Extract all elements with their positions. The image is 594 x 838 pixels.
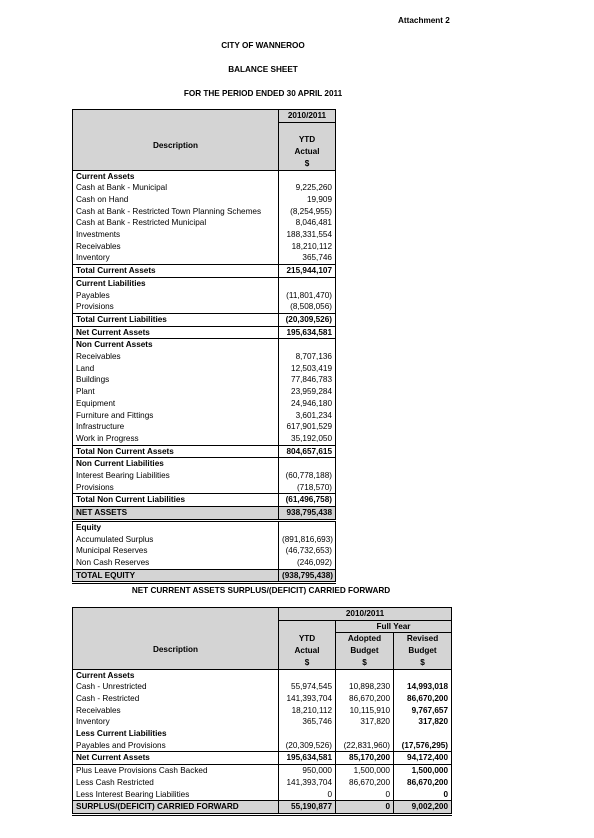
- row-label-non-current-liabilities: Non Current Liabilities: [73, 458, 279, 470]
- row-value-non-cash-reserves: (246,092): [279, 557, 336, 569]
- row-value-cash-at-bank-restricted-municipal: 8,046,481: [279, 217, 336, 229]
- row-value-non-current-assets: [279, 339, 336, 351]
- cell-adopted-budget-plus-leave-provisions-cash-backed: 1,500,000: [336, 765, 394, 777]
- dollar-header-2b: $: [336, 657, 394, 669]
- table-row: [73, 290, 336, 302]
- table-row: [73, 182, 336, 194]
- cell-revised-budget-cash-restricted: 86,670,200: [394, 693, 452, 705]
- cell-adopted-budget-payables-and-provisions: (22,831,960): [336, 740, 394, 752]
- period-title: FOR THE PERIOD ENDED 30 APRIL 2011: [183, 89, 343, 98]
- table-row: [73, 545, 336, 557]
- table-row: [73, 277, 336, 289]
- row-value-work-in-progress: 35,192,050: [279, 433, 336, 445]
- row-value-furniture-and-fittings: 3,601,234: [279, 410, 336, 422]
- row-label-total-non-current-liabilities: Total Non Current Liabilities: [73, 494, 279, 507]
- cell-ytd-actual-less-cash-restricted: 141,393,704: [279, 777, 336, 789]
- row-value-non-current-liabilities: [279, 458, 336, 470]
- table-row: [73, 681, 452, 693]
- cell-revised-budget-payables-and-provisions: (17,576,295): [394, 740, 452, 752]
- ytd-header-2: YTD: [279, 633, 336, 645]
- cell-revised-budget-receivables: 9,767,657: [394, 705, 452, 717]
- table-row: [73, 170, 336, 182]
- row-label-provisions: Provisions: [73, 301, 279, 313]
- row-label-current-liabilities: Current Liabilities: [73, 277, 279, 289]
- row-label-total-non-current-assets: Total Non Current Assets: [73, 445, 279, 458]
- table-row: [73, 777, 452, 789]
- ytd-header: YTD: [279, 134, 336, 146]
- table-row: [73, 301, 336, 313]
- table-row: [73, 557, 336, 569]
- row-value-total-non-current-liabilities: (61,496,758): [279, 494, 336, 507]
- table-row: [73, 569, 336, 583]
- cell-revised-budget-cash-unrestricted: 14,993,018: [394, 681, 452, 693]
- row-label-cash-at-bank-restricted-municipal: Cash at Bank - Restricted Municipal: [73, 217, 279, 229]
- cell-ytd-actual-cash-restricted: 141,393,704: [279, 693, 336, 705]
- row-label-land: Land: [73, 363, 279, 375]
- row-value-provisions: (718,570): [279, 482, 336, 494]
- cell-ytd-actual-plus-leave-provisions-cash-backed: 950,000: [279, 765, 336, 777]
- row-label-cash-on-hand: Cash on Hand: [73, 194, 279, 206]
- row-value-infrastructure: 617,901,529: [279, 421, 336, 433]
- table-row: [73, 801, 452, 815]
- cell-label-payables-and-provisions: Payables and Provisions: [73, 740, 279, 752]
- table-row: [73, 410, 336, 422]
- table-row: [73, 339, 336, 351]
- table-row: [73, 313, 336, 326]
- row-value-cash-at-bank-restricted-town-planning-schemes: (8,254,955): [279, 206, 336, 218]
- section-title: NET CURRENT ASSETS SURPLUS/(DEFICIT) CARRIED FORWARD: [131, 586, 391, 595]
- table-row: [73, 470, 336, 482]
- row-value-equipment: 24,946,180: [279, 398, 336, 410]
- row-label-infrastructure: Infrastructure: [73, 421, 279, 433]
- budget-header-revised: Budget: [394, 645, 452, 657]
- row-label-non-current-assets: Non Current Assets: [73, 339, 279, 351]
- row-label-total-current-liabilities: Total Current Liabilities: [73, 313, 279, 326]
- description-header: Description: [152, 141, 199, 150]
- cell-ytd-actual-current-assets: [279, 669, 336, 681]
- row-label-interest-bearing-liabilities: Interest Bearing Liabilities: [73, 470, 279, 482]
- cell-label-cash-unrestricted: Cash - Unrestricted: [73, 681, 279, 693]
- actual-header: Actual: [279, 146, 336, 158]
- cell-adopted-budget-cash-unrestricted: 10,898,230: [336, 681, 394, 693]
- table-row: [73, 421, 336, 433]
- row-label-buildings: Buildings: [73, 374, 279, 386]
- dollar-header: $: [279, 158, 336, 170]
- table-row: [73, 206, 336, 218]
- row-value-cash-at-bank-municipal: 9,225,260: [279, 182, 336, 194]
- table-row: [73, 374, 336, 386]
- row-label-municipal-reserves: Municipal Reserves: [73, 545, 279, 557]
- cell-label-cash-restricted: Cash - Restricted: [73, 693, 279, 705]
- table-row: [73, 229, 336, 241]
- cell-ytd-actual-inventory: 365,746: [279, 716, 336, 728]
- cell-revised-budget-net-current-assets: 94,172,400: [394, 752, 452, 765]
- row-value-total-current-liabilities: (20,309,526): [279, 313, 336, 326]
- row-label-work-in-progress: Work in Progress: [73, 433, 279, 445]
- year-header: 2010/2011: [279, 110, 336, 123]
- cell-adopted-budget-less-cash-restricted: 86,670,200: [336, 777, 394, 789]
- table-row: [73, 534, 336, 546]
- row-value-equity: [279, 520, 336, 533]
- row-label-non-cash-reserves: Non Cash Reserves: [73, 557, 279, 569]
- dollar-header-2c: $: [394, 657, 452, 669]
- row-value-net-current-assets: 195,634,581: [279, 326, 336, 339]
- row-value-investments: 188,331,554: [279, 229, 336, 241]
- row-label-cash-at-bank-restricted-town-planning-schemes: Cash at Bank - Restricted Town Planning Schemes: [73, 206, 279, 218]
- budget-header-adopted: Budget: [336, 645, 394, 657]
- row-value-receivables: 8,707,136: [279, 351, 336, 363]
- row-value-current-assets: [279, 170, 336, 182]
- cell-label-net-current-assets: Net Current Assets: [73, 752, 279, 765]
- cell-adopted-budget-less-interest-bearing-liabilities: 0: [336, 789, 394, 801]
- cell-ytd-actual-surplus-deficit-carried-forward: 55,190,877: [279, 801, 336, 815]
- cell-adopted-budget-cash-restricted: 86,670,200: [336, 693, 394, 705]
- table-row: [73, 252, 336, 264]
- table-row: [73, 326, 336, 339]
- cell-ytd-actual-payables-and-provisions: (20,309,526): [279, 740, 336, 752]
- cell-revised-budget-less-interest-bearing-liabilities: 0: [394, 789, 452, 801]
- cell-label-less-current-liabilities: Less Current Liabilities: [73, 728, 279, 740]
- table-row: [73, 351, 336, 363]
- cell-revised-budget-surplus-deficit-carried-forward: 9,002,200: [394, 801, 452, 815]
- table-row: [73, 458, 336, 470]
- table-row: [73, 789, 452, 801]
- table-row: [73, 433, 336, 445]
- row-value-payables: (11,801,470): [279, 290, 336, 302]
- cell-adopted-budget-current-assets: [336, 669, 394, 681]
- table-row: [73, 482, 336, 494]
- table-row: [73, 693, 452, 705]
- cell-revised-budget-plus-leave-provisions-cash-backed: 1,500,000: [394, 765, 452, 777]
- table-row: [73, 752, 452, 765]
- table-row: [73, 728, 452, 740]
- row-value-interest-bearing-liabilities: (60,778,188): [279, 470, 336, 482]
- row-label-plant: Plant: [73, 386, 279, 398]
- full-year-header: Full Year: [336, 620, 452, 633]
- document-title: BALANCE SHEET: [228, 65, 298, 74]
- table-row: [73, 740, 452, 752]
- row-value-buildings: 77,846,783: [279, 374, 336, 386]
- year-header-2: 2010/2011: [279, 608, 452, 621]
- cell-revised-budget-less-cash-restricted: 86,670,200: [394, 777, 452, 789]
- cell-revised-budget-inventory: 317,820: [394, 716, 452, 728]
- table-row: [73, 520, 336, 533]
- row-label-current-assets: Current Assets: [73, 170, 279, 182]
- cell-label-plus-leave-provisions-cash-backed: Plus Leave Provisions Cash Backed: [73, 765, 279, 777]
- table-row: [73, 765, 452, 777]
- row-value-inventory: 365,746: [279, 252, 336, 264]
- cell-label-less-interest-bearing-liabilities: Less Interest Bearing Liabilities: [73, 789, 279, 801]
- description-header-2: Description: [152, 644, 199, 654]
- row-label-payables: Payables: [73, 290, 279, 302]
- row-label-net-current-assets: Net Current Assets: [73, 326, 279, 339]
- row-value-land: 12,503,419: [279, 363, 336, 375]
- table-row: [73, 241, 336, 253]
- row-value-plant: 23,959,284: [279, 386, 336, 398]
- table-row: [73, 217, 336, 229]
- table-row: [73, 363, 336, 375]
- row-value-net-assets: 938,795,438: [279, 507, 336, 521]
- row-label-inventory: Inventory: [73, 252, 279, 264]
- cell-label-current-assets: Current Assets: [73, 669, 279, 681]
- row-label-equity: Equity: [73, 520, 279, 533]
- net-current-assets-table: [72, 607, 452, 816]
- table-row: [73, 507, 336, 521]
- table-row: [73, 716, 452, 728]
- row-value-cash-on-hand: 19,909: [279, 194, 336, 206]
- cell-adopted-budget-receivables: 10,115,910: [336, 705, 394, 717]
- cell-ytd-actual-cash-unrestricted: 55,974,545: [279, 681, 336, 693]
- table-row: [73, 194, 336, 206]
- row-label-provisions: Provisions: [73, 482, 279, 494]
- table-row: [73, 445, 336, 458]
- actual-header-2: Actual: [279, 645, 336, 657]
- row-value-municipal-reserves: (46,732,653): [279, 545, 336, 557]
- table-row: [73, 705, 452, 717]
- cell-revised-budget-less-current-liabilities: [394, 728, 452, 740]
- cell-label-surplus-deficit-carried-forward: SURPLUS/(DEFICIT) CARRIED FORWARD: [73, 801, 279, 815]
- adopted-header: Adopted: [336, 633, 394, 645]
- row-label-accumulated-surplus: Accumulated Surplus: [73, 534, 279, 546]
- row-label-total-current-assets: Total Current Assets: [73, 265, 279, 278]
- row-value-total-current-assets: 215,944,107: [279, 265, 336, 278]
- row-value-receivables: 18,210,112: [279, 241, 336, 253]
- row-label-equipment: Equipment: [73, 398, 279, 410]
- cell-adopted-budget-net-current-assets: 85,170,200: [336, 752, 394, 765]
- row-value-accumulated-surplus: (891,816,693): [279, 534, 336, 546]
- cell-ytd-actual-less-current-liabilities: [279, 728, 336, 740]
- cell-revised-budget-current-assets: [394, 669, 452, 681]
- balance-sheet-table: [72, 109, 336, 584]
- cell-label-receivables: Receivables: [73, 705, 279, 717]
- table-row: [73, 494, 336, 507]
- revised-header: Revised: [394, 633, 452, 645]
- dollar-header-2a: $: [279, 657, 336, 669]
- table-row: [73, 398, 336, 410]
- cell-ytd-actual-receivables: 18,210,112: [279, 705, 336, 717]
- row-label-total-equity: TOTAL EQUITY: [73, 569, 279, 583]
- row-label-cash-at-bank-municipal: Cash at Bank - Municipal: [73, 182, 279, 194]
- cell-adopted-budget-less-current-liabilities: [336, 728, 394, 740]
- row-label-net-assets: NET ASSETS: [73, 507, 279, 521]
- row-label-receivables: Receivables: [73, 241, 279, 253]
- org-title: CITY OF WANNEROO: [221, 41, 305, 50]
- attachment-label: Attachment 2: [398, 16, 450, 25]
- cell-adopted-budget-inventory: 317,820: [336, 716, 394, 728]
- row-value-total-non-current-assets: 804,657,615: [279, 445, 336, 458]
- row-value-current-liabilities: [279, 277, 336, 289]
- row-value-total-equity: (938,795,438): [279, 569, 336, 583]
- row-label-investments: Investments: [73, 229, 279, 241]
- table-row: [73, 386, 336, 398]
- cell-adopted-budget-surplus-deficit-carried-forward: 0: [336, 801, 394, 815]
- cell-label-less-cash-restricted: Less Cash Restricted: [73, 777, 279, 789]
- cell-ytd-actual-net-current-assets: 195,634,581: [279, 752, 336, 765]
- row-label-furniture-and-fittings: Furniture and Fittings: [73, 410, 279, 422]
- row-value-provisions: (8,508,056): [279, 301, 336, 313]
- table-row: [73, 669, 452, 681]
- cell-ytd-actual-less-interest-bearing-liabilities: 0: [279, 789, 336, 801]
- row-label-receivables: Receivables: [73, 351, 279, 363]
- cell-label-inventory: Inventory: [73, 716, 279, 728]
- table-row: [73, 265, 336, 278]
